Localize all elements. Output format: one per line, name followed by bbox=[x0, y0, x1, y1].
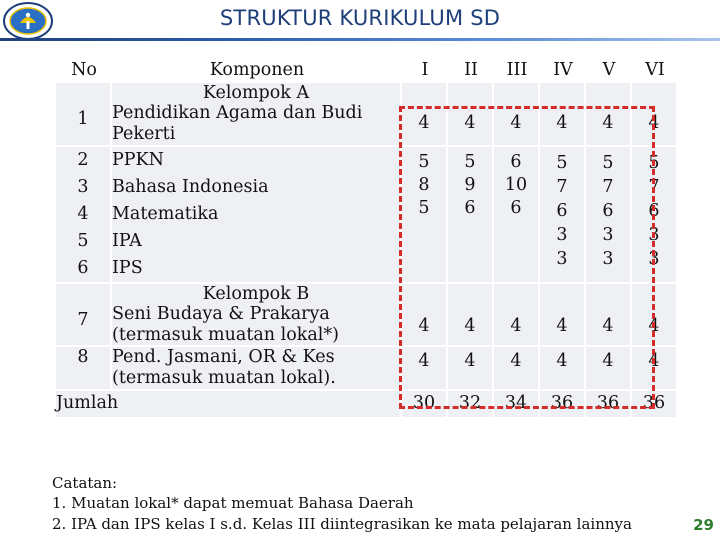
table-header-row bbox=[56, 60, 678, 81]
row-number: 3 bbox=[77, 176, 89, 197]
total-value: 30 bbox=[402, 389, 448, 418]
total-value: 36 bbox=[586, 389, 632, 418]
cell-value: 4 bbox=[540, 282, 586, 346]
cell-value: 4 bbox=[448, 81, 494, 145]
header-col-5: V bbox=[586, 60, 632, 81]
row-names bbox=[112, 145, 402, 282]
cell-value: 4 bbox=[632, 345, 678, 388]
cell-value: 4 bbox=[494, 282, 540, 346]
cell-value: 6 bbox=[648, 200, 660, 221]
table-total-row bbox=[56, 389, 678, 418]
cell-value: 8 bbox=[418, 174, 430, 195]
notes-heading: Catatan: bbox=[52, 474, 118, 492]
total-value: 34 bbox=[494, 389, 540, 418]
cell-values bbox=[540, 145, 586, 282]
header-no: No bbox=[56, 60, 112, 81]
cell-value: 4 bbox=[494, 345, 540, 388]
row-number: 2 bbox=[77, 149, 89, 170]
cell-value: 3 bbox=[602, 224, 614, 245]
table-row bbox=[56, 81, 678, 145]
total-value: 36 bbox=[632, 389, 678, 418]
row-name: IPS bbox=[112, 257, 143, 278]
cell-value: 3 bbox=[648, 248, 660, 269]
cell-value: 6 bbox=[464, 197, 476, 218]
cell-value: 4 bbox=[402, 345, 448, 388]
row-name-line-2: (termasuk muatan lokal*) bbox=[112, 324, 339, 345]
cell-values bbox=[402, 145, 448, 282]
cell-value: 5 bbox=[418, 151, 430, 172]
row-number: 4 bbox=[77, 203, 89, 224]
cell-value: 3 bbox=[648, 224, 660, 245]
cell-value: 5 bbox=[602, 152, 614, 173]
row-name-line-1: Seni Budaya & Prakarya bbox=[112, 304, 330, 325]
total-value: 32 bbox=[448, 389, 494, 418]
row-name: IPA bbox=[112, 230, 142, 251]
group-label: Kelompok A bbox=[202, 82, 310, 103]
title-underline bbox=[0, 38, 720, 41]
header-col-6: VI bbox=[632, 60, 678, 81]
cell-value: 4 bbox=[586, 345, 632, 388]
cell-value: 6 bbox=[602, 200, 614, 221]
row-number: 8 bbox=[56, 345, 112, 388]
cell-value: 5 bbox=[556, 152, 568, 173]
row-number: 5 bbox=[77, 230, 89, 251]
cell-values bbox=[632, 145, 678, 282]
cell-values bbox=[494, 145, 540, 282]
cell-value: 4 bbox=[586, 282, 632, 346]
cell-value: 4 bbox=[632, 282, 678, 346]
cell-value: 5 bbox=[464, 151, 476, 172]
cell-value: 4 bbox=[632, 81, 678, 145]
cell-value: 4 bbox=[448, 345, 494, 388]
row-name-line-2: (termasuk muatan lokal). bbox=[112, 368, 336, 389]
cell-value: 4 bbox=[402, 282, 448, 346]
cell-values bbox=[448, 145, 494, 282]
cell-value: 4 bbox=[586, 81, 632, 145]
header-col-4: IV bbox=[540, 60, 586, 81]
cell-value: 4 bbox=[448, 282, 494, 346]
cell-value: 3 bbox=[556, 248, 568, 269]
row-number: 7 bbox=[56, 282, 112, 346]
total-label: Jumlah bbox=[56, 389, 402, 418]
row-name-line-1: Pend. Jasmani, OR & Kes bbox=[112, 347, 335, 368]
table-row bbox=[56, 145, 678, 282]
cell-value: 6 bbox=[510, 151, 522, 172]
curriculum-table bbox=[56, 60, 678, 417]
header-col-1: I bbox=[402, 60, 448, 81]
note-item: 1. Muatan lokal* dapat memuat Bahasa Daerah bbox=[52, 494, 414, 513]
total-value: 36 bbox=[540, 389, 586, 418]
row-name-line-2: Pekerti bbox=[112, 123, 176, 144]
page-title: STRUKTUR KURIKULUM SD bbox=[219, 6, 501, 30]
group-label: Kelompok B bbox=[202, 283, 310, 304]
cell-value: 10 bbox=[504, 174, 528, 195]
page-number: 29 bbox=[693, 516, 714, 534]
row-komponen bbox=[112, 81, 402, 145]
cell-value: 9 bbox=[464, 174, 476, 195]
cell-value: 5 bbox=[648, 152, 660, 173]
row-name-line-1: Pendidikan Agama dan Budi bbox=[112, 103, 363, 124]
cell-value: 7 bbox=[556, 176, 568, 197]
cell-value: 7 bbox=[602, 176, 614, 197]
cell-value: 6 bbox=[510, 197, 522, 218]
header-komponen: Komponen bbox=[112, 60, 402, 81]
cell-value: 4 bbox=[540, 81, 586, 145]
row-name: Bahasa Indonesia bbox=[112, 176, 269, 197]
cell-value: 4 bbox=[540, 345, 586, 388]
cell-value: 5 bbox=[418, 197, 430, 218]
header-col-2: II bbox=[448, 60, 494, 81]
table-row bbox=[56, 282, 678, 346]
row-numbers bbox=[56, 145, 112, 282]
notes bbox=[52, 473, 632, 534]
cell-value: 4 bbox=[494, 81, 540, 145]
row-komponen bbox=[112, 345, 402, 388]
cell-value: 3 bbox=[602, 248, 614, 269]
cell-value: 4 bbox=[402, 81, 448, 145]
note-item: 2. IPA dan IPS kelas I s.d. Kelas III diintegrasikan ke mata pelajaran lainnya bbox=[52, 514, 632, 533]
cell-values bbox=[586, 145, 632, 282]
row-name: PPKN bbox=[112, 149, 164, 170]
row-komponen bbox=[112, 282, 402, 346]
row-number: 1 bbox=[56, 81, 112, 145]
cell-value: 6 bbox=[556, 200, 568, 221]
cell-value: 7 bbox=[648, 176, 660, 197]
row-number: 6 bbox=[77, 257, 89, 278]
header-col-3: III bbox=[494, 60, 540, 81]
cell-value: 3 bbox=[556, 224, 568, 245]
table-row bbox=[56, 345, 678, 388]
row-name: Matematika bbox=[112, 203, 219, 224]
